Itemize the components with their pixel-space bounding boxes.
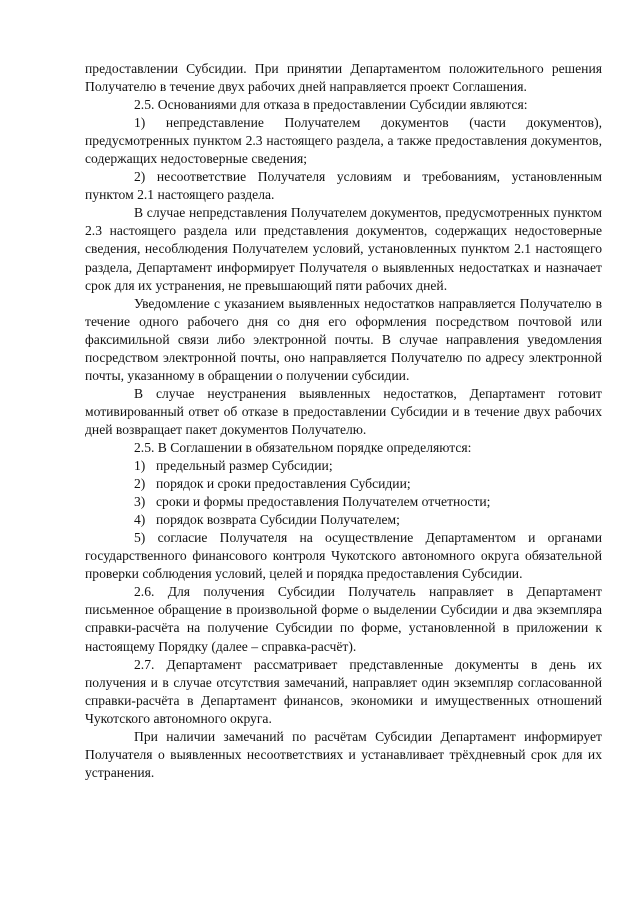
paragraph-reason-1: 1) непредставление Получателем документов (части документов), предусмотренных пунктом 2.3 настоящего раздела, а также предоставления документов, содержащих недостоверные сведения;: [85, 115, 602, 167]
list-item-number: 2): [134, 476, 146, 492]
list-item-number: 3): [134, 494, 146, 510]
list-item: [85, 457, 602, 475]
list-item-5: 5) согласие Получателя на осуществление Департаментом и органами государственного финансового контроля Чукотского автономного округа обязательной проверки соблюдения условий, целей и порядка предоставления Субсидии.: [85, 530, 602, 582]
paragraph-2-5-reasons: 2.5. Основаниями для отказа в предоставлении Субсидии являются:: [134, 97, 528, 113]
paragraph-remarks: При наличии замечаний по расчётам Субсидии Департамент информирует Получателя о выявленных несоответствиях и устанавливает трёхдневный срок для их устранения.: [85, 728, 602, 780]
paragraph-nonelimination: В случае неустранения выявленных недостатков, Департамент готовит мотивированный ответ об отказе в предоставлении Субсидии и в течение двух рабочих дней возвращает пакет документов Получателю.: [85, 385, 602, 437]
list-item: [85, 475, 602, 493]
paragraph-reason-2: 2) несоответствие Получателя условиям и требованиям, установленным пунктом 2.1 настоящего раздела.: [85, 169, 602, 203]
list-item-number: 1): [134, 458, 146, 474]
list-item-text: сроки и формы предоставления Получателем отчетности;: [156, 494, 491, 510]
list-item: [85, 493, 602, 511]
document-page: [85, 60, 602, 782]
list-item: [85, 511, 602, 529]
list-item-number: 4): [134, 512, 146, 528]
list-item-text: порядок возврата Субсидии Получателем;: [156, 512, 400, 528]
paragraph-notification: Уведомление с указанием выявленных недостатков направляется Получателю в течение одного рабочего дня со дня его оформления посредством почтовой или факсимильной связи либо электронной почты. В случае направления уведомления посредством электронной почты, оно направляется Получателю по адресу электронной почты, указанному в обращении о получении субсидии.: [85, 295, 602, 383]
list-item-text: предельный размер Субсидии;: [156, 458, 333, 474]
paragraph-2-7: 2.7. Департамент рассматривает представленные документы в день их получения и в случае отсутствия замечаний, направляет один экземпляр согласованной справки-расчёта в Департамент финансов, экономики и имущественных отношений Чукотского автономного округа.: [85, 656, 602, 726]
paragraph-2-5-agreement: 2.5. В Соглашении в обязательном порядке определяются:: [134, 439, 472, 455]
paragraph-case-nonsubmission: В случае непредставления Получателем документов, предусмотренных пунктом 2.3 настоящего раздела или представления документов, содержащих недостоверные сведения, несоблюдения Получателем условий, установленных пунктом 2.1 настоящего раздела, Департамент информирует Получателя о выявленных недостатках и назначает срок для их устранения, не превышающий пяти рабочих дней.: [85, 205, 602, 293]
list-item-text: порядок и сроки предоставления Субсидии;: [156, 476, 411, 492]
paragraph-continuation: предоставлении Субсидии. При принятии Департаментом положительного решения Получателю в течение двух рабочих дней направляется проект Соглашения.: [85, 61, 602, 95]
paragraph-2-6: 2.6. Для получения Субсидии Получатель направляет в Департамент письменное обращение в произвольной форме о выделении Субсидии и два экземпляра справки-расчёта на получение Субсидии по форме, установленной в приложении к настоящему Порядку (далее – справка-расчёт).: [85, 584, 602, 654]
